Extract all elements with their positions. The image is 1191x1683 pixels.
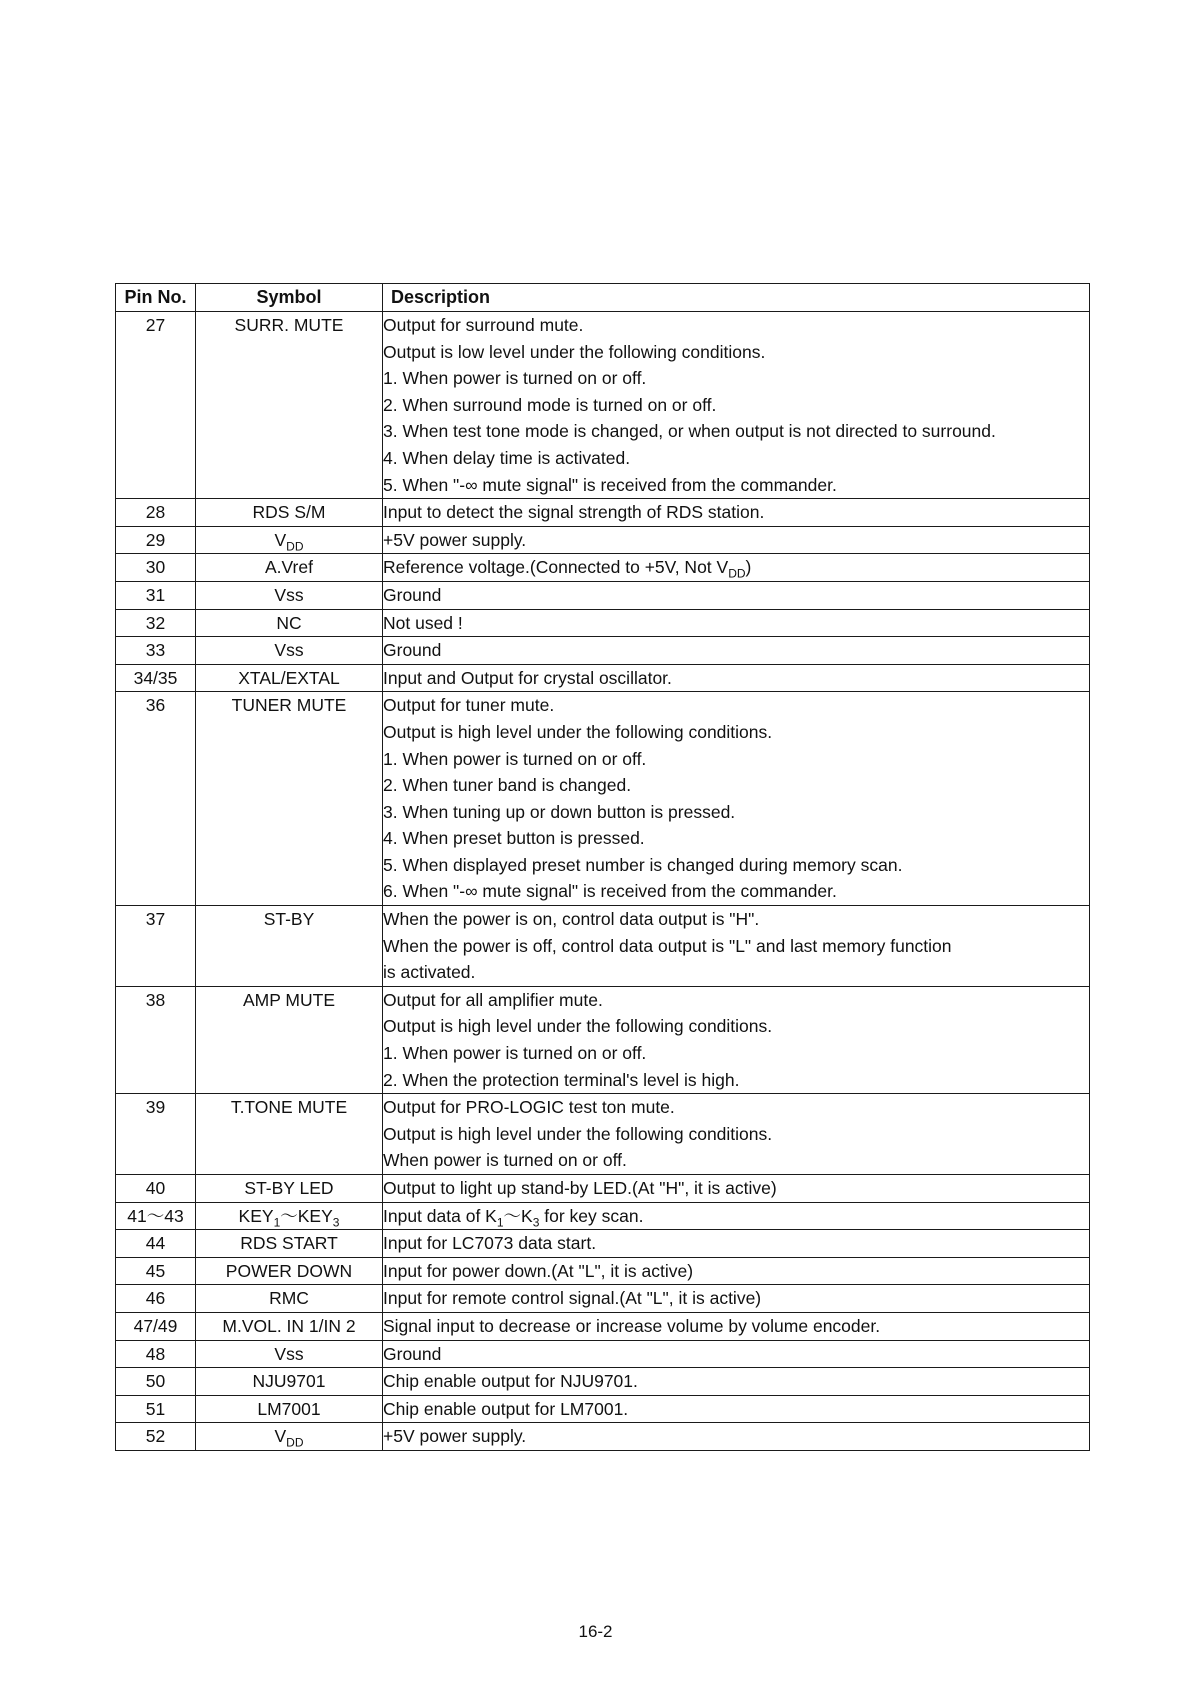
table-row [116, 906, 1090, 987]
description-line: Output is high level under the following conditions. [383, 1123, 773, 1144]
symbol-cell: $KEY_1\sim KEY_3$ [196, 1202, 383, 1230]
header-description: Description [383, 284, 1090, 312]
symbol-cell: $V_{DD}$ [196, 1423, 383, 1451]
description-line: is activated. [383, 962, 476, 983]
pin-number-cell: 32 [116, 609, 196, 637]
description-cell [383, 986, 1090, 1093]
description-line: 1. When power is turned on or off. [383, 1043, 647, 1064]
table-row [116, 1257, 1090, 1285]
pin-number-cell: 47/49 [116, 1312, 196, 1340]
pin-number-cell: 31 [116, 581, 196, 609]
pin-number-cell: 52 [116, 1423, 196, 1451]
description-cell [383, 609, 1090, 637]
description-line: 2. When surround mode is turned on or off. [383, 394, 717, 415]
pin-number-cell: 45 [116, 1257, 196, 1285]
symbol-cell: T.TONE MUTE [196, 1094, 383, 1175]
description-cell [383, 1230, 1090, 1258]
description-cell [383, 554, 1090, 582]
symbol-cell: ST-BY LED [196, 1175, 383, 1203]
pin-number-cell: 38 [116, 986, 196, 1093]
table-row [116, 1340, 1090, 1368]
table-row [116, 1202, 1090, 1230]
description-line: When power is turned on or off. [383, 1150, 627, 1171]
description-cell [383, 664, 1090, 692]
pin-number-cell: 28 [116, 499, 196, 527]
description-cell [383, 1202, 1090, 1230]
description-cell [383, 1257, 1090, 1285]
description-cell [383, 1312, 1090, 1340]
description-cell [383, 499, 1090, 527]
table-row [116, 499, 1090, 527]
description-line: Ground [383, 1343, 442, 1364]
description-cell [383, 637, 1090, 665]
description-line: 5. When "-∞ mute signal" is received from the commander. [383, 474, 837, 495]
symbol-cell: NJU9701 [196, 1368, 383, 1396]
symbol-cell: NC [196, 609, 383, 637]
table-row [116, 312, 1090, 499]
pin-number-cell: 50 [116, 1368, 196, 1396]
description-line: When the power is on, control data output is "H". [383, 909, 760, 930]
symbol-cell: TUNER MUTE [196, 692, 383, 906]
table-row [116, 664, 1090, 692]
table-row [116, 581, 1090, 609]
description-line: 1. When power is turned on or off. [383, 368, 647, 389]
symbol-cell: ST-BY [196, 906, 383, 987]
pin-number-cell: 48 [116, 1340, 196, 1368]
pin-number-cell: 51 [116, 1395, 196, 1423]
description-cell [383, 526, 1090, 554]
table-row [116, 1395, 1090, 1423]
description-line: 4. When delay time is activated. [383, 447, 631, 468]
table-row [116, 1312, 1090, 1340]
description-cell [383, 1285, 1090, 1313]
description-cell [383, 1423, 1090, 1451]
description-line: Input data of $K_1\sim K_3$ for key scan. [383, 1205, 644, 1230]
pin-number-cell: 40 [116, 1175, 196, 1203]
symbol-cell: LM7001 [196, 1395, 383, 1423]
description-line: 3. When tuning up or down button is pressed. [383, 801, 736, 822]
description-line: 3. When test tone mode is changed, or when output is not directed to surround. [383, 421, 996, 442]
pin-number-cell: 39 [116, 1094, 196, 1175]
table-row [116, 1368, 1090, 1396]
table-row [116, 609, 1090, 637]
description-line: Ground [383, 584, 442, 605]
description-cell [383, 1368, 1090, 1396]
description-cell [383, 906, 1090, 987]
pin-number-cell: 29 [116, 526, 196, 554]
table-header-row [116, 284, 1090, 312]
description-line: 2. When the protection terminal's level is high. [383, 1069, 740, 1090]
table-row [116, 986, 1090, 1093]
description-line: Chip enable output for NJU9701. [383, 1371, 638, 1392]
header-pin-no: Pin No. [116, 284, 196, 312]
table-row [116, 692, 1090, 906]
description-line: Ground [383, 640, 442, 661]
description-cell [383, 1395, 1090, 1423]
pin-number-cell: 33 [116, 637, 196, 665]
description-line: 6. When "-∞ mute signal" is received from the commander. [383, 881, 837, 902]
symbol-cell: RDS S/M [196, 499, 383, 527]
description-line: Input for remote control signal.(At "L", it is active) [383, 1288, 762, 1309]
symbol-cell: RDS START [196, 1230, 383, 1258]
pin-number-cell: 36 [116, 692, 196, 906]
description-line: Output for all amplifier mute. [383, 989, 603, 1010]
pin-number-cell: 37 [116, 906, 196, 987]
description-line: Chip enable output for LM7001. [383, 1398, 629, 1419]
description-cell [383, 581, 1090, 609]
symbol-cell: AMP MUTE [196, 986, 383, 1093]
description-line: Output is high level under the following conditions. [383, 721, 773, 742]
table-row [116, 526, 1090, 554]
pin-number-cell: 30 [116, 554, 196, 582]
table-row [116, 1230, 1090, 1258]
symbol-cell: $V_{DD}$ [196, 526, 383, 554]
symbol-cell: POWER DOWN [196, 1257, 383, 1285]
description-line: 2. When tuner band is changed. [383, 775, 632, 796]
table-row [116, 1175, 1090, 1203]
table-row [116, 1285, 1090, 1313]
description-line: Input to detect the signal strength of RDS station. [383, 502, 765, 523]
table-row [116, 637, 1090, 665]
description-line: Input and Output for crystal oscillator. [383, 667, 672, 688]
symbol-cell: Vss [196, 1340, 383, 1368]
symbol-cell: Vss [196, 637, 383, 665]
description-cell [383, 692, 1090, 906]
table-row [116, 1423, 1090, 1451]
table-body [116, 312, 1090, 1451]
description-line: Input for power down.(At "L", it is active) [383, 1260, 694, 1281]
symbol-cell: A.Vref [196, 554, 383, 582]
pin-number-cell: 46 [116, 1285, 196, 1313]
description-line: Reference voltage.(Connected to +5V, Not $V_{DD}$) [383, 557, 752, 581]
symbol-cell: RMC [196, 1285, 383, 1313]
description-line: Output is high level under the following conditions. [383, 1016, 773, 1037]
table-row [116, 1094, 1090, 1175]
symbol-cell: XTAL/EXTAL [196, 664, 383, 692]
description-line: When the power is off, control data output is "L" and last memory function [383, 935, 952, 956]
pin-description-table [115, 283, 1090, 1451]
description-line: 4. When preset button is pressed. [383, 828, 645, 849]
description-line: Output is low level under the following conditions. [383, 341, 766, 362]
description-cell [383, 1175, 1090, 1203]
description-line: Signal input to decrease or increase volume by volume encoder. [383, 1315, 881, 1336]
table-row [116, 554, 1090, 582]
pin-number-cell: 34/35 [116, 664, 196, 692]
page-number: 16-2 [578, 1622, 613, 1641]
description-cell [383, 312, 1090, 499]
symbol-cell: M.VOL. IN 1/IN 2 [196, 1312, 383, 1340]
description-cell [383, 1094, 1090, 1175]
description-cell [383, 1340, 1090, 1368]
pin-number-cell: 44 [116, 1230, 196, 1258]
description-line: 5. When displayed preset number is changed during memory scan. [383, 854, 903, 875]
header-symbol: Symbol [196, 284, 383, 312]
pin-number-cell: 41～43 [116, 1202, 196, 1230]
description-line: +5V power supply. [383, 529, 527, 550]
description-line: Input for LC7073 data start. [383, 1233, 597, 1254]
description-line: Output for PRO-LOGIC test ton mute. [383, 1097, 675, 1118]
pin-number-cell: 27 [116, 312, 196, 499]
description-line: Not used ! [383, 612, 463, 633]
description-line: +5V power supply. [383, 1426, 527, 1447]
description-line: Output for tuner mute. [383, 695, 555, 716]
description-line: Output to light up stand-by LED.(At "H", it is active) [383, 1178, 777, 1198]
description-line: 1. When power is turned on or off. [383, 748, 647, 769]
description-line: Output for surround mute. [383, 315, 584, 335]
symbol-cell: SURR. MUTE [196, 312, 383, 499]
symbol-cell: Vss [196, 581, 383, 609]
